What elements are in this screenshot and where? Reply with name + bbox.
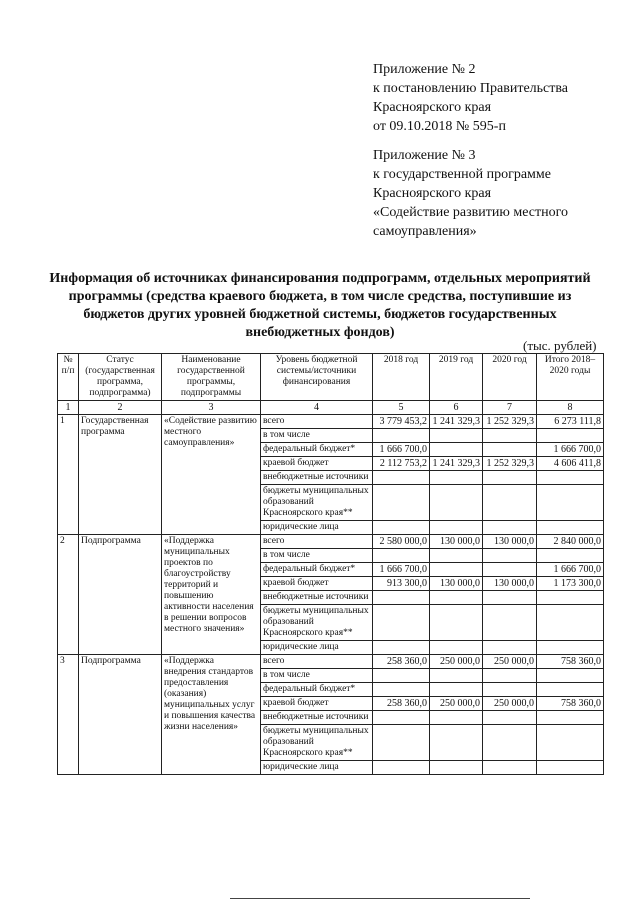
unit-label: (тыс. рублей) <box>523 338 597 353</box>
value-2019 <box>430 683 483 697</box>
index-row <box>58 401 604 415</box>
level-offbudget: внебюджетные источники <box>261 591 373 605</box>
row-num: 3 <box>58 655 79 775</box>
financing-table <box>57 353 604 775</box>
value-2020: 1 252 329,3 <box>483 415 537 429</box>
level-federal: федеральный бюджет* <box>261 563 373 577</box>
value-total: 758 360,0 <box>537 655 604 669</box>
value-2019: 1 241 329,3 <box>430 457 483 471</box>
header-2020: 2020 год <box>483 354 537 401</box>
appendix-3-line: «Содействие развитию местного <box>373 205 568 220</box>
index-cell: 1 <box>58 401 79 415</box>
level-regional: краевой бюджет <box>261 697 373 711</box>
appendix-3-line: Приложение № 3 <box>373 148 476 163</box>
value-2018: 913 300,0 <box>373 577 430 591</box>
value-2019: 130 000,0 <box>430 577 483 591</box>
row-status: Подпрограмма <box>79 655 162 775</box>
appendix-2-line: к постановлению Правительства <box>373 81 569 96</box>
value-total: 2 840 000,0 <box>537 535 604 549</box>
header-name: Наименование государственной программы, подпрограммы <box>162 354 261 401</box>
value-2019: 250 000,0 <box>430 697 483 711</box>
level-federal: федеральный бюджет* <box>261 443 373 457</box>
level-legal: юридические лица <box>261 761 373 775</box>
page-edge-line <box>230 898 530 899</box>
table-block-1 <box>58 415 604 535</box>
index-cell: 2 <box>79 401 162 415</box>
value-total: 1 666 700,0 <box>537 443 604 457</box>
level-legal: юридические лица <box>261 641 373 655</box>
level-offbudget: внебюджетные источники <box>261 711 373 725</box>
index-cell: 6 <box>430 401 483 415</box>
value-2018: 2 580 000,0 <box>373 535 430 549</box>
header-total: Итого 2018–2020 годы <box>537 354 604 401</box>
index-cell: 7 <box>483 401 537 415</box>
value-2019 <box>430 443 483 457</box>
level-all: всего <box>261 535 373 549</box>
value-2018: 2 112 753,2 <box>373 457 430 471</box>
header-2018: 2018 год <box>373 354 430 401</box>
value-2018: 1 666 700,0 <box>373 563 430 577</box>
level-legal: юридические лица <box>261 521 373 535</box>
header-num: № п/п <box>58 354 79 401</box>
value-2020: 1 252 329,3 <box>483 457 537 471</box>
value-2018: 258 360,0 <box>373 655 430 669</box>
value-total <box>537 683 604 697</box>
row-status: Подпрограмма <box>79 535 162 655</box>
appendix-3-line: к государственной программе <box>373 167 551 182</box>
level-incl: в том числе <box>261 669 373 683</box>
index-cell: 3 <box>162 401 261 415</box>
value-2019: 130 000,0 <box>430 535 483 549</box>
row-name: «Поддержка внедрения стандартов предоставления (оказания) муниципальных услуг и повышения качества жизни населения» <box>162 655 261 775</box>
value-2018 <box>373 683 430 697</box>
level-regional: краевой бюджет <box>261 457 373 471</box>
row-num: 1 <box>58 415 79 535</box>
level-incl: в том числе <box>261 429 373 443</box>
document-title: Информация об источниках финансирования подпрограмм, отдельных мероприятий программы (средства краевого бюджета, в том числе средства, поступившие из бюджетов других уровней бюджетной системы, бюджетов государственных внебюджетных фондов) <box>49 271 591 340</box>
level-incl: в том числе <box>261 549 373 563</box>
index-cell: 5 <box>373 401 430 415</box>
header-row <box>58 354 604 401</box>
appendix-3-line: Красноярского края <box>373 186 492 201</box>
level-municipal: бюджеты муниципальных образований Красноярского края** <box>261 605 373 641</box>
value-2020 <box>483 683 537 697</box>
table-row <box>58 655 604 669</box>
value-total: 6 273 111,8 <box>537 415 604 429</box>
level-federal: федеральный бюджет* <box>261 683 373 697</box>
row-name: «Содействие развитию местного самоуправления» <box>162 415 261 535</box>
appendix-3 <box>373 146 568 241</box>
level-municipal: бюджеты муниципальных образований Красноярского края** <box>261 725 373 761</box>
value-2019: 250 000,0 <box>430 655 483 669</box>
value-2018: 3 779 453,2 <box>373 415 430 429</box>
value-2019: 1 241 329,3 <box>430 415 483 429</box>
appendix-3-line: самоуправления» <box>373 224 477 239</box>
row-num: 2 <box>58 535 79 655</box>
level-regional: краевой бюджет <box>261 577 373 591</box>
value-2020: 250 000,0 <box>483 697 537 711</box>
value-2018: 258 360,0 <box>373 697 430 711</box>
header-2019: 2019 год <box>430 354 483 401</box>
level-municipal: бюджеты муниципальных образований Красноярского края** <box>261 485 373 521</box>
row-name: «Поддержка муниципальных проектов по благоустройству территорий и повышению активности населения в решении вопросов местного значения» <box>162 535 261 655</box>
table-block-3 <box>58 655 604 775</box>
value-2020 <box>483 443 537 457</box>
appendix-2-line: от 09.10.2018 № 595-п <box>373 119 506 134</box>
header-status: Статус (государственная программа, подпрограмма) <box>79 354 162 401</box>
table-row <box>58 415 604 429</box>
level-offbudget: внебюджетные источники <box>261 471 373 485</box>
appendix-2-line: Красноярского края <box>373 100 492 115</box>
level-all: всего <box>261 415 373 429</box>
value-2020 <box>483 563 537 577</box>
header-level: Уровень бюджетной системы/источники финансирования <box>261 354 373 401</box>
value-total: 4 606 411,8 <box>537 457 604 471</box>
value-2020: 130 000,0 <box>483 535 537 549</box>
value-total: 1 666 700,0 <box>537 563 604 577</box>
appendix-2-line: Приложение № 2 <box>373 62 476 77</box>
value-total: 1 173 300,0 <box>537 577 604 591</box>
index-cell: 4 <box>261 401 373 415</box>
row-status: Государственная программа <box>79 415 162 535</box>
value-2020: 130 000,0 <box>483 577 537 591</box>
table-row <box>58 535 604 549</box>
value-2019 <box>430 563 483 577</box>
value-2018: 1 666 700,0 <box>373 443 430 457</box>
table-block-2 <box>58 535 604 655</box>
value-total: 758 360,0 <box>537 697 604 711</box>
value-2020: 250 000,0 <box>483 655 537 669</box>
index-cell: 8 <box>537 401 604 415</box>
level-all: всего <box>261 655 373 669</box>
appendix-2 <box>373 60 568 136</box>
